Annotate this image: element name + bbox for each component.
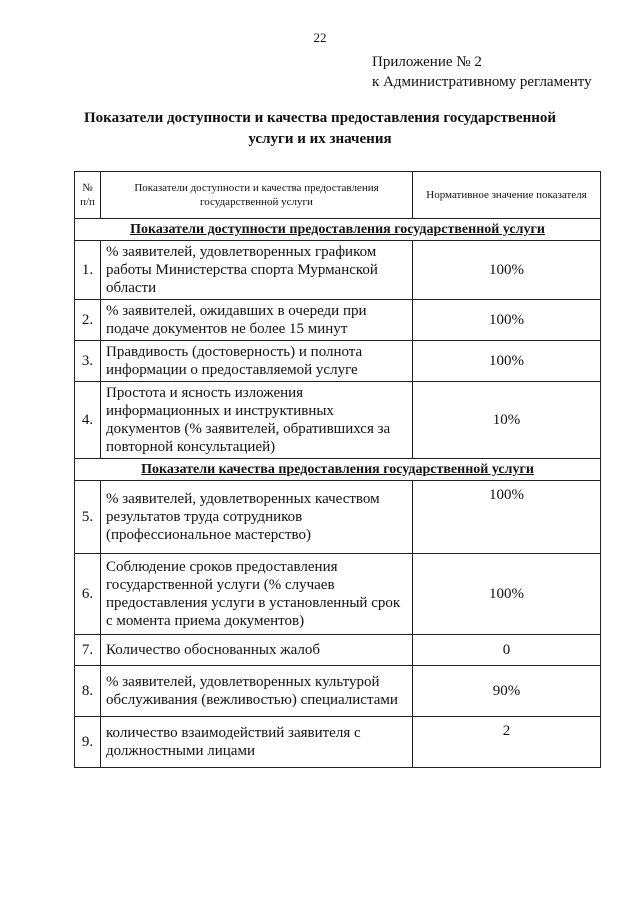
row-indicator: % заявителей, ожидавших в очереди при подаче документов не более 15 минут [101,300,413,341]
row-indicator: Простота и ясность изложения информационных и инструктивных документов (% заявителей, обратившихся за повторной консультацией) [101,382,413,459]
row-indicator: количество взаимодействий заявителя с должностными лицами [101,717,413,768]
table-row [75,382,601,459]
row-number: 6. [75,554,101,635]
document-title: Показатели доступности и качества предоставления государственной услуги и их значения [83,110,557,147]
row-indicator: Правдивость (достоверность) и полнота информации о предоставляемой услуге [101,341,413,382]
table-row [75,635,601,666]
row-value: 2 [413,717,601,768]
row-number: 7. [75,635,101,666]
row-value: 100% [413,300,601,341]
header-value: Нормативное значение показателя [413,172,601,219]
table-row [75,554,601,635]
table-row [75,341,601,382]
row-number: 2. [75,300,101,341]
table-header-row [75,172,601,219]
appendix-note [372,52,592,92]
row-value: 100% [413,554,601,635]
table-row [75,666,601,717]
appendix-line-2: к Административному регламенту [372,74,592,90]
section-title-accessibility: Показатели доступности предоставления государственной услуги [75,219,601,241]
row-number: 1. [75,241,101,300]
row-value: 0 [413,635,601,666]
row-indicator: % заявителей, удовлетворенных графиком работы Министерства спорта Мурманской области [101,241,413,300]
page-number: 22 [313,30,327,45]
row-value: 90% [413,666,601,717]
row-number: 4. [75,382,101,459]
section-row-accessibility [75,219,601,241]
section-title-quality: Показатели качества предоставления государственной услуги [75,459,601,481]
row-indicator: Количество обоснованных жалоб [101,635,413,666]
row-value: 100% [413,341,601,382]
table-row [75,241,601,300]
row-number: 8. [75,666,101,717]
table-row [75,300,601,341]
row-number: 5. [75,481,101,554]
row-indicator: % заявителей, удовлетворенных культурой обслуживания (вежливостью) специалистами [101,666,413,717]
row-number: 3. [75,341,101,382]
indicators-table [74,171,601,768]
section-row-quality [75,459,601,481]
row-value: 100% [413,481,601,554]
header-indicator: Показатели доступности и качества предоставления государственной услуги [101,172,413,219]
row-indicator: Соблюдение сроков предоставления государственной услуги (% случаев предоставления услуги в установленный срок с момента приема документов) [101,554,413,635]
row-value: 10% [413,382,601,459]
appendix-line-1: Приложение № 2 [372,54,482,70]
table-row [75,717,601,768]
header-number: № п/п [75,172,101,219]
row-number: 9. [75,717,101,768]
row-value: 100% [413,241,601,300]
row-indicator: % заявителей, удовлетворенных качеством результатов труда сотрудников (профессиональное мастерство) [101,481,413,554]
table-row [75,481,601,554]
